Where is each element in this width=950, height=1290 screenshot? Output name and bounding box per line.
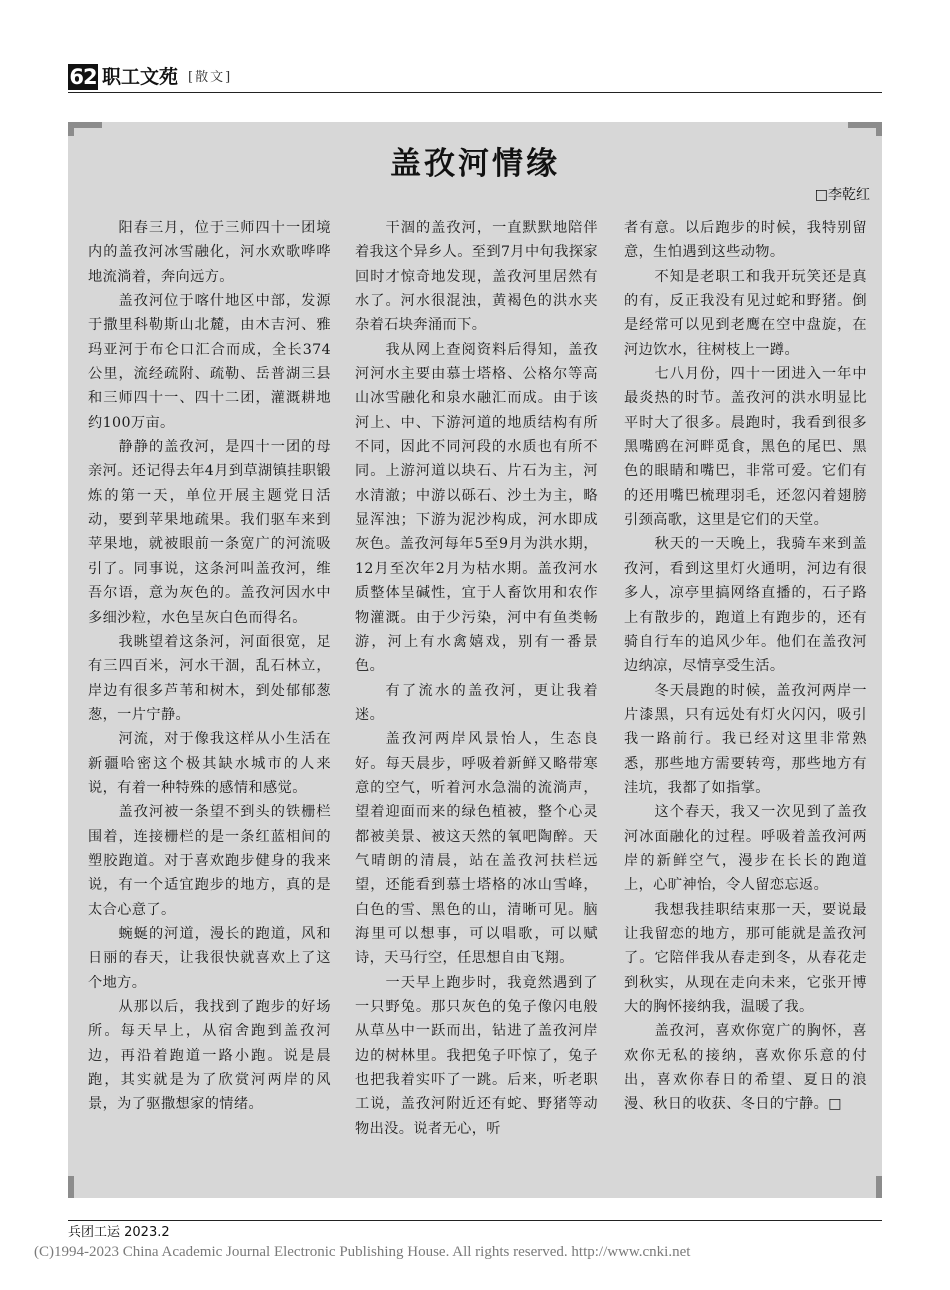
text-column-2 bbox=[355, 216, 598, 1190]
paragraph-continued: 者有意。以后跑步的时候，我特别留意，生怕遇到这些动物。 bbox=[624, 220, 867, 261]
paragraph: 有了流水的盖孜河，更让我着迷。 bbox=[355, 682, 598, 723]
paragraph: 秋天的一天晚上，我骑车来到盖孜河，看到这里灯火通明，河边有很多人，凉亭里搞网络直播的，石子路上有散步的，跑道上有跑步的，还有骑自行车的追风少年。他们在盖孜河边纳凉，尽情享受生活。 bbox=[624, 536, 867, 675]
section-title: 职工文苑 bbox=[102, 66, 179, 88]
article-panel bbox=[68, 122, 882, 1198]
header-divider bbox=[68, 92, 882, 93]
paragraph: 盖孜河位于喀什地区中部，发源于撒里科勒斯山北麓，由木吉河、雅玛亚河于布仑口汇合而成，全长374公里，流经疏附、疏勒、岳普湖三县和三师四十一、四十二团，灌溉耕地约100万亩。 bbox=[88, 293, 331, 431]
text-column-3 bbox=[624, 216, 867, 1190]
article-title: 盖孜河情缘 bbox=[390, 146, 560, 182]
article-author: □李乾红 bbox=[814, 187, 870, 203]
paragraph: 一天早上跑步时，我竟然遇到了一只野兔。那只灰色的兔子像闪电般从草丛中一跃而出，钻进了盖孜河岸边的树林里。我把兔子吓惊了，兔子也把我着实吓了一跳。后来，听老职工说，盖孜河附近还有蛇、野猪等动物出没。说者无心，听 bbox=[355, 974, 598, 1137]
paragraph: 蜿蜒的河道，漫长的跑道，风和日丽的春天，让我很快就喜欢上了这个地方。 bbox=[88, 925, 331, 991]
paragraph: 从那以后，我找到了跑步的好场所。每天早上，从宿舍跑到盖孜河边，再沿着跑道一路小跑。说是晨跑，其实就是为了欣赏河两岸的风景，为了驱撒想家的情绪。 bbox=[88, 999, 331, 1113]
page-header bbox=[68, 64, 882, 92]
paragraph: 我眺望着这条河，河面很宽，足有三四百米，河水干涸，乱石林立，岸边有很多芦苇和树木，到处郁郁葱葱，一片宁静。 bbox=[88, 633, 331, 723]
paragraph: 盖孜河，喜欢你宽广的胸怀，喜欢你无私的接纳，喜欢你乐意的付出，喜欢你春日的希望、夏日的浪漫、秋日的收获、冬日的宁静。□ bbox=[624, 1023, 867, 1113]
section-genre: [散文] bbox=[188, 70, 233, 85]
text-column-1 bbox=[88, 216, 331, 1190]
footer-divider bbox=[68, 1220, 882, 1221]
paragraph: 这个春天，我又一次见到了盖孜河冰面融化的过程。呼吸着盖孜河两岸的新鲜空气，漫步在长长的跑道上，心旷神怡，令人留恋忘返。 bbox=[624, 804, 867, 894]
paragraph: 我从网上查阅资料后得知，盖孜河河水主要由慕士塔格、公格尔等高山冰雪融化和泉水融汇而成。由于该河上、中、下游河道的地质结构有所不同，因此不同河段的水质也有所不同。上游河道以块石、片石为主，河水清澈；中游以砾石、沙土为主，略显浑浊；下游为泥沙构成，河水即成灰色。盖孜河每年5至9月为洪水期，12月至次年2月为枯水期。盖孜河水质整体呈碱性，宜于人畜饮用和农作物灌溉。由于少污染，河中有鱼类畅游，河上有水禽嬉戏，别有一番景色。 bbox=[355, 341, 598, 675]
paragraph: 冬天晨跑的时候，盖孜河两岸一片漆黑，只有远处有灯火闪闪，吸引我一路前行。我已经对这里非常熟悉，那些地方需要转弯，那些地方有洼坑，我都了如指掌。 bbox=[624, 682, 867, 796]
copyright-notice: (C)1994-2023 China Academic Journal Electronic Publishing House. All rights reserved. http://www.cnki.net bbox=[34, 1244, 691, 1260]
paragraph: 不知是老职工和我开玩笑还是真的有，反正我没有见过蛇和野猪。倒是经常可以见到老鹰在空中盘旋，在河边饮水，往树枝上一蹲。 bbox=[624, 268, 867, 358]
corner-ornament-top-left bbox=[68, 122, 102, 134]
paragraph: 静静的盖孜河，是四十一团的母亲河。还记得去年4月到草湖镇挂职锻炼的第一天，单位开展主题党日活动，要到苹果地疏果。我们驱车来到苹果地，就被眼前一条宽广的河流吸引了。同事说，这条河叫盖孜河，维吾尔语，意为灰色的。盖孜河因水中多细沙粒，水色呈灰白色而得名。 bbox=[88, 439, 331, 626]
paragraph: 我想我挂职结束那一天，要说最让我留恋的地方，那可能就是盖孜河了。它陪伴我从春走到冬，从春花走到秋实，从现在走向未来，它张开博大的胸怀接纳我，温暖了我。 bbox=[624, 901, 867, 1015]
corner-ornament-top-right bbox=[848, 122, 882, 134]
paragraph: 阳春三月，位于三师四十一团境内的盖孜河冰雪融化，河水欢歌哗哗地流淌着，奔向远方。 bbox=[88, 220, 331, 285]
paragraph: 盖孜河两岸风景怡人，生态良好。每天晨步，呼吸着新鲜又略带寒意的空气，听着河水急湍的流淌声，望着迎面而来的绿色植被，整个心灵都被美景、被这天然的氧吧陶醉。天气晴朗的清晨，站在盖孜河扶栏远望，还能看到慕士塔格的冰山雪峰，白色的雪、黑色的山，清晰可见。脑海里可以想事，可以唱歌，可以赋诗，天马行空，任思想自由飞翔。 bbox=[355, 731, 598, 967]
paragraph: 干涸的盖孜河，一直默默地陪伴着我这个异乡人。至到7月中旬我探家回时才惊奇地发现，盖孜河里居然有水了。河水很混浊，黄褐色的洪水夹杂着石块奔涌而下。 bbox=[355, 220, 598, 334]
journal-issue: 兵团工运 2023.2 bbox=[68, 1225, 170, 1240]
page-number: 62 bbox=[69, 65, 97, 89]
paragraph: 河流，对于像我这样从小生活在新疆哈密这个极其缺水城市的人来说，有着一种特殊的感情和感觉。 bbox=[88, 731, 331, 796]
paragraph: 七八月份，四十一团进入一年中最炎热的时节。盖孜河的洪水明显比平时大了很多。晨跑时，我看到很多黑嘴鸥在河畔觅食，黑色的尾巴、黑色的眼睛和嘴巴，非常可爱。它们有的还用嘴巴梳理羽毛，还忽闪着翅膀引颈高歌，这里是它们的天堂。 bbox=[624, 366, 867, 529]
paragraph: 盖孜河被一条望不到头的铁栅栏围着，连接栅栏的是一条红蓝相间的塑胶跑道。对于喜欢跑步健身的我来说，有一个适宜跑步的地方，真的是太合心意了。 bbox=[88, 804, 331, 918]
